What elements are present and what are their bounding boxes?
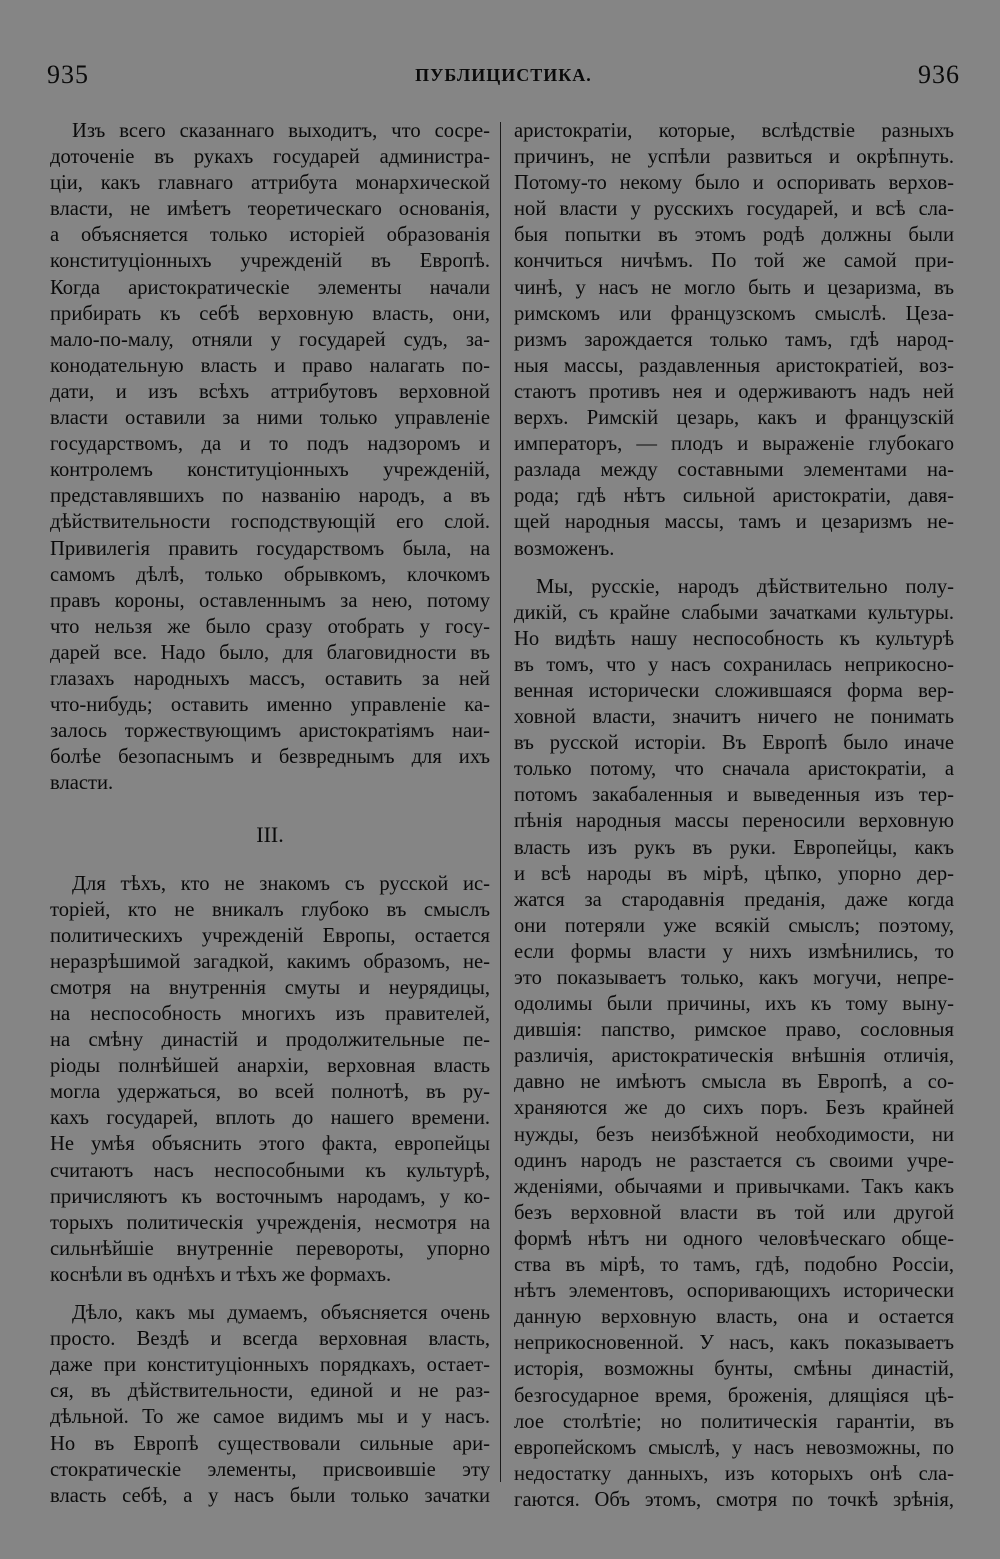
- text-line: власть изъ рукъ въ руки. Европейцы, какъ: [514, 836, 954, 859]
- text-line: императоръ, — плодъ и выраженіе глубокаго: [514, 433, 954, 456]
- text-line: если формы власти у нихъ измѣнились, то: [514, 940, 954, 963]
- text-line: глазахъ народныхъ массъ, оставить за ней: [50, 667, 490, 690]
- text-line: ной власти у русскихъ государей, и всѣ сла-: [514, 198, 954, 221]
- text-line: они потеряли уже всякій смыслъ; поэтому,: [514, 914, 954, 937]
- text-line: болѣе безопаснымъ и безвреднымъ для ихъ: [50, 746, 490, 769]
- text-line: самомъ дѣлѣ, только обрывкомъ, клочкомъ: [50, 563, 490, 586]
- text-line: потомъ закабаленныя и выведенныя изъ тер-: [514, 784, 954, 807]
- text-line: что-нибудь; оставить именно управленіе ка-: [50, 694, 490, 717]
- text-line: возможенъ.: [514, 537, 615, 560]
- section-heading: III.: [256, 822, 284, 848]
- text-line: жатся за стародавнія преданія, даже когда: [514, 888, 954, 911]
- text-line: ріоды полнѣйшей анархіи, верховная власть: [50, 1055, 490, 1078]
- text-line: Когда аристократическіе элементы начали: [50, 276, 490, 299]
- text-line: контролемъ конституціонныхъ учрежденій,: [50, 459, 490, 482]
- paragraph: [514, 118, 954, 562]
- text-line: дѣйствительности господствующій его слой.: [50, 511, 490, 534]
- text-line: нужды, безъ неизбѣжной необходимости, ни: [514, 1123, 954, 1146]
- text-line: а объясняется только исторіей образованія: [50, 224, 490, 247]
- text-line: стократическіе элементы, присвоившіе эту: [50, 1458, 490, 1481]
- text-line: исторія, возможны бунты, смѣны династій,: [514, 1358, 954, 1381]
- paragraph: [50, 1300, 490, 1509]
- text-line: гаются. Объ этомъ, смотря по точкѣ зрѣнія,: [514, 1488, 954, 1511]
- text-line: одинъ народъ не разстается съ своими учре-: [514, 1149, 954, 1172]
- text-line: въ томъ, что у насъ сохранилась неприкосно-: [514, 653, 954, 676]
- text-line: политическихъ учрежденій Европы, остается: [50, 924, 490, 947]
- left-column: [50, 118, 490, 1509]
- text-line: нѣтъ элементовъ, оспоривающихъ исторически: [514, 1280, 954, 1303]
- paragraph-gap: [50, 1288, 490, 1300]
- text-line: Привилегія править государствомъ была, на: [50, 537, 490, 560]
- text-line: одолимы были причины, ихъ къ тому выну-: [514, 993, 954, 1016]
- text-line: Но видѣть нашу неспособность къ культурѣ: [514, 627, 954, 650]
- paragraph-gap: [514, 562, 954, 574]
- text-line: щей народныя массы, тамъ и цезаризмъ не-: [514, 511, 954, 534]
- text-line: кончиться ничѣмъ. По той же самой при-: [514, 250, 954, 273]
- text-line: верхъ. Римскій цезарь, какъ и французскій: [514, 407, 954, 430]
- text-line: прибирать къ себѣ верховную власть, они,: [50, 302, 490, 325]
- text-line: что нельзя же было сразу отобрать у госу-: [50, 615, 490, 638]
- text-line: аристократіи, которые, вслѣдствіе разныхъ: [514, 120, 954, 142]
- text-line: жденіями, обычаями и привычками. Такъ какъ: [514, 1175, 954, 1198]
- text-line: считаютъ насъ неспособными къ культурѣ,: [50, 1159, 490, 1182]
- text-line: конституціонныхъ учрежденій въ Европѣ.: [50, 250, 490, 273]
- text-line: просто. Вездѣ и всегда верховная власть,: [50, 1328, 490, 1351]
- text-line: ныя массы, раздавленныя аристократіей, воз-: [514, 354, 954, 377]
- text-line: неразрѣшимой загадкой, какимъ образомъ, не-: [50, 950, 490, 973]
- text-line: безгосударное время, броженія, длящіяся цѣ-: [514, 1384, 954, 1407]
- text-line: смотря на внутреннія смуты и неурядицы,: [50, 976, 490, 999]
- text-line: сильнѣйшіе внутренніе перевороты, упорно: [50, 1237, 490, 1260]
- text-line: конодательную власть и право налагать по-: [50, 354, 490, 377]
- text-line: быя попытки въ этомъ родѣ должны были: [514, 224, 954, 247]
- text-line: лое столѣтіе; но политическія гарантіи, въ: [514, 1410, 954, 1433]
- text-line: дѣльной. То же самое видимъ мы и у насъ.: [50, 1406, 490, 1429]
- text-line: дившія: папство, римское право, сословныя: [514, 1019, 954, 1042]
- text-line: правъ короны, оставленнымъ за нею, потому: [50, 589, 490, 612]
- text-line: ризмъ зарождается только тамъ, гдѣ народ-: [514, 328, 954, 351]
- text-line: ховной власти, значитъ ничего не понимать: [514, 706, 954, 729]
- text-line: представлявшихъ по названію народъ, а въ: [50, 485, 490, 508]
- text-line: Мы, русскіе, народъ дѣйствительно полу-: [536, 575, 954, 598]
- text-line: ціи, какъ главнаго аттрибута монархической: [50, 172, 490, 195]
- text-line: на неспособность многихъ изъ правителей,: [50, 1003, 490, 1025]
- text-line: власти оставили за ними только управленіе: [50, 407, 490, 430]
- text-line: рода; гдѣ нѣтъ сильной аристократіи, давя-: [514, 485, 954, 508]
- text-line: коснѣли въ однѣхъ и тѣхъ же формахъ.: [50, 1263, 392, 1286]
- text-line: стаютъ противъ нея и одерживаютъ надъ ней: [514, 380, 954, 403]
- right-column: [514, 118, 954, 1513]
- text-line: формѣ нѣтъ ни одного человѣческаго обще-: [514, 1227, 954, 1250]
- text-line: ся, въ дѣйствительности, единой и не раз-: [50, 1380, 490, 1403]
- text-line: данную верховную власть, она и остается: [514, 1306, 954, 1329]
- text-line: залось торжествующимъ аристократіямъ наи-: [50, 720, 490, 743]
- text-line: власти.: [50, 772, 114, 795]
- text-line: доточеніе въ рукахъ государей администра-: [50, 146, 490, 169]
- text-line: неприкосновенной. У насъ, какъ показываетъ: [514, 1332, 954, 1355]
- text-line: разлада между составными элементами на-: [514, 459, 954, 482]
- text-line: только потому, что сначала аристократіи, а: [514, 758, 954, 781]
- text-line: Изъ всего сказаннаго выходитъ, что сосре-: [72, 120, 490, 142]
- column-divider: [500, 122, 501, 1482]
- text-line: кахъ государей, вплоть до нашего времени.: [50, 1107, 490, 1130]
- running-head: ПУБЛИЦИСТИКА.: [415, 65, 592, 85]
- text-line: въ русской исторіи. Въ Европѣ было иначе: [514, 732, 954, 755]
- page-header: [47, 60, 960, 100]
- text-line: пѣнія народныя массы переносили верховную: [514, 810, 954, 833]
- text-line: даже при конституціонныхъ порядкахъ, остает-: [50, 1354, 490, 1377]
- text-line: Для тѣхъ, кто не знакомъ съ русской ис-: [72, 872, 490, 895]
- text-line: государствомъ, да и то подъ надзоромъ и: [50, 433, 490, 456]
- text-line: чинѣ, у насъ не могло быть и цезаризма, въ: [514, 276, 954, 299]
- text-line: это показываетъ только, какъ могучи, непре-: [514, 967, 954, 989]
- text-line: дарей все. Надо было, для благовидности въ: [50, 641, 490, 664]
- text-line: торыхъ политическія учрежденія, несмотря на: [50, 1211, 490, 1234]
- text-line: власти, не имѣетъ теоретическаго основанія,: [50, 198, 490, 221]
- text-line: дати, и изъ всѣхъ аттрибутовъ верховной: [50, 380, 490, 403]
- text-line: власть себѣ, а у насъ были только зачатки: [50, 1484, 490, 1507]
- text-line: Но въ Европѣ существовали сильные ари-: [50, 1432, 490, 1455]
- text-line: давно не имѣютъ смысла въ Европѣ, а со-: [514, 1071, 954, 1094]
- paragraph: [50, 871, 490, 1289]
- text-line: европейскомъ смыслѣ, у насъ невозможны, по: [514, 1436, 954, 1459]
- text-line: безъ верховной власти въ той или другой: [514, 1201, 954, 1224]
- text-line: различія, аристократическія внѣшнія отличія,: [514, 1045, 954, 1068]
- text-line: мало-по-малу, отняли у государей судъ, за-: [50, 328, 490, 351]
- text-line: Не умѣя объяснить этого факта, европейцы: [50, 1133, 490, 1156]
- text-line: Дѣло, какъ мы думаемъ, объясняется очень: [72, 1302, 490, 1325]
- text-line: недостатку данныхъ, изъ которыхъ онѣ сла-: [514, 1462, 954, 1485]
- text-line: на смѣну династій и продолжительные пе-: [50, 1029, 490, 1052]
- text-line: торіей, кто не вникалъ глубоко въ смыслъ: [50, 898, 490, 921]
- text-line: храняются же до сихъ поръ. Безъ крайней: [514, 1097, 954, 1120]
- text-line: Потому-то некому было и оспоривать верхов-: [514, 172, 954, 195]
- text-line: могла удержаться, во всей полнотѣ, въ ру-: [50, 1081, 490, 1104]
- text-line: римскомъ или французскомъ смыслѣ. Цеза-: [514, 302, 954, 325]
- text-line: ства въ мірѣ, то тамъ, гдѣ, подобно Россіи,: [514, 1254, 954, 1277]
- page-number-right: 936: [918, 60, 960, 89]
- page-number-left: 935: [47, 60, 89, 89]
- paragraph: [514, 574, 954, 1513]
- text-line: причинъ, не успѣли развиться и окрѣпнуть.: [514, 146, 954, 169]
- text-line: и всѣ народы въ мірѣ, цѣпко, упорно дер-: [514, 862, 954, 885]
- paragraph: [50, 118, 490, 796]
- text-line: дикій, съ крайне слабыми зачатками культуры.: [514, 601, 954, 624]
- text-line: венная исторически сложившаяся форма вер-: [514, 679, 954, 702]
- text-line: причисляютъ къ восточнымъ народамъ, у ко-: [50, 1185, 490, 1208]
